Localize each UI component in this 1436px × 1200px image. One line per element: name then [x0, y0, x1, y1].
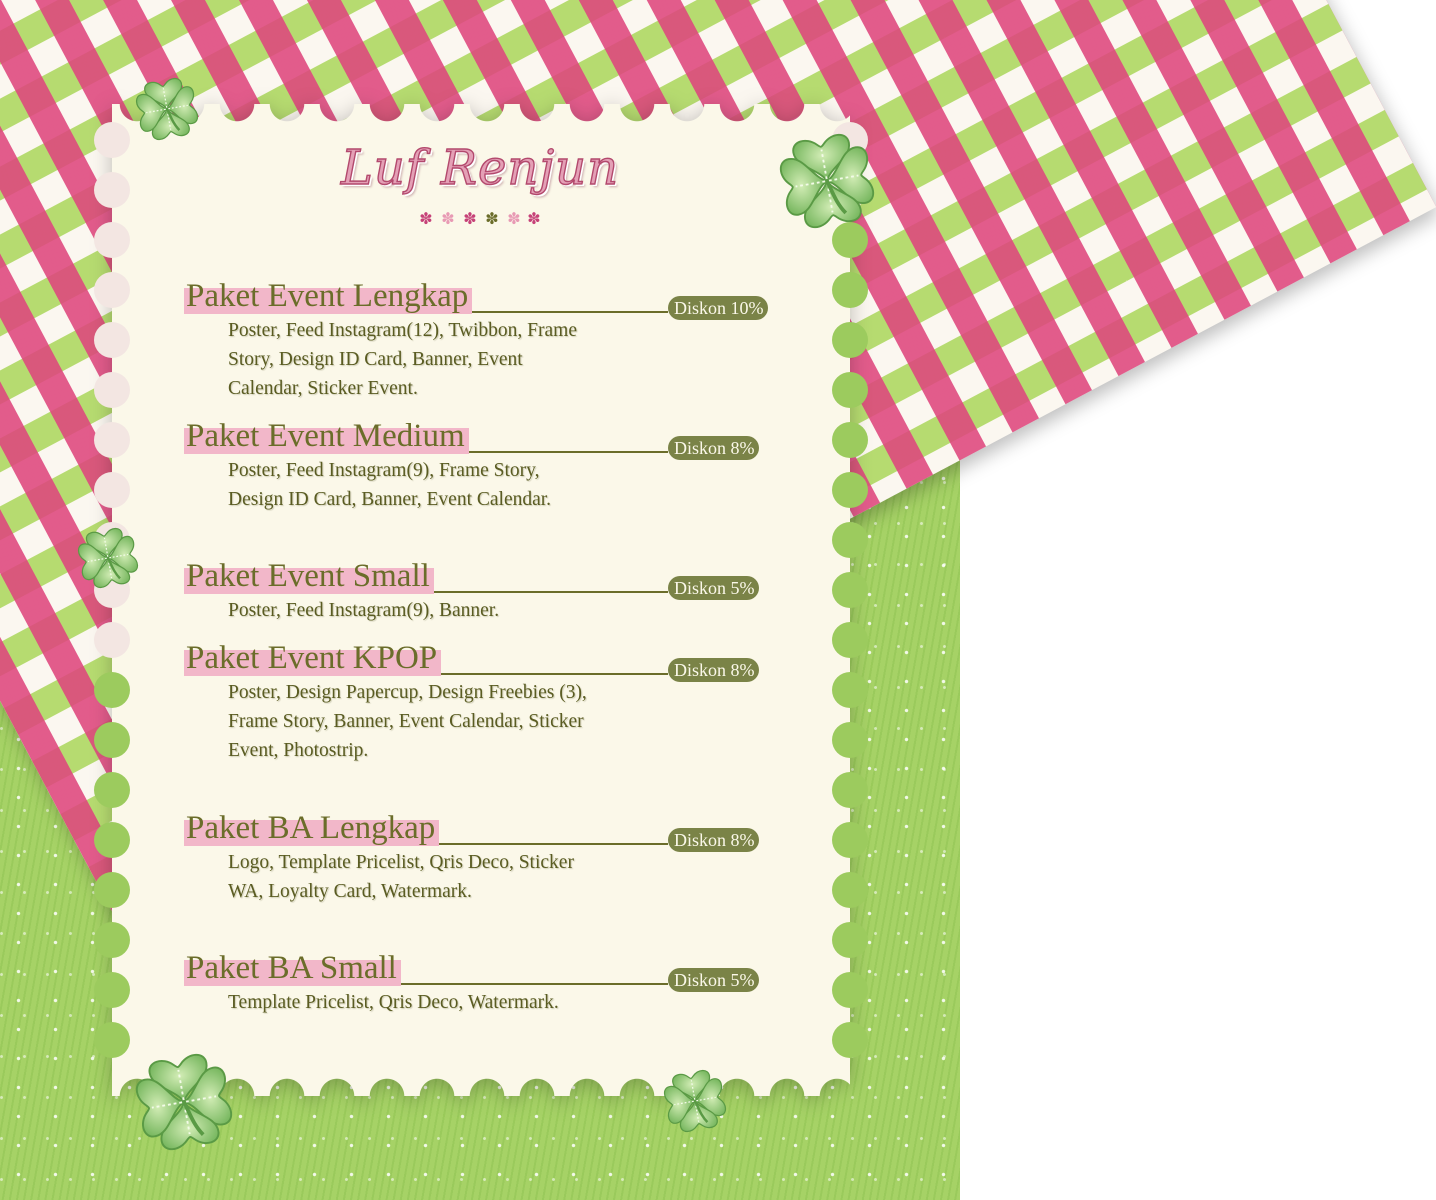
four-leaf-clover-icon: [136, 78, 198, 140]
perforation-hole: [94, 322, 130, 358]
flower-divider-icon: [418, 206, 541, 230]
perforation-hole: [832, 922, 868, 958]
four-leaf-clover-icon: [664, 1070, 726, 1132]
discount-badge: Diskon 8%: [668, 436, 759, 460]
perforation-hole: [94, 122, 130, 158]
package-description: Poster, Feed Instagram(9), Frame Story, Design ID Card, Banner, Event Calendar.: [228, 460, 552, 510]
package-description: Logo, Template Pricelist, Qris Deco, Sticker WA, Loyalty Card, Watermark.: [228, 852, 574, 902]
perforation-hole: [94, 972, 130, 1008]
svg-text:✽: ✽: [527, 209, 541, 228]
discount-badge: Diskon 5%: [668, 968, 759, 992]
perforation-hole: [832, 472, 868, 508]
perforation-hole: [94, 672, 130, 708]
perforation-hole: [832, 822, 868, 858]
perforation-hole: [94, 222, 130, 258]
perforation-hole: [832, 722, 868, 758]
perforation-hole: [832, 672, 868, 708]
perforation-hole: [832, 272, 868, 308]
perforation-hole: [94, 272, 130, 308]
discount-badge: Diskon 5%: [668, 576, 759, 600]
perforation-hole: [94, 1022, 130, 1058]
perforation-hole: [94, 422, 130, 458]
discount-badge: Diskon 8%: [668, 828, 759, 852]
package-name: Paket Event KPOP: [184, 640, 441, 676]
package-description: Poster, Feed Instagram(12), Twibbon, Frame Story, Design ID Card, Banner, Event Calendar, Sticker Event.: [228, 320, 577, 399]
package-description: Poster, Feed Instagram(9), Banner.: [228, 600, 500, 621]
perforation-hole: [832, 322, 868, 358]
perforation-hole: [94, 472, 130, 508]
package-description: Poster, Design Papercup, Design Freebies (3), Frame Story, Banner, Event Calendar, Sticker Event, Photostrip.: [228, 682, 587, 761]
perforation-hole: [94, 172, 130, 208]
package-leader-line: [441, 673, 668, 675]
perforation-hole: [832, 372, 868, 408]
perforation-hole: [94, 722, 130, 758]
four-leaf-clover-icon: [78, 528, 138, 588]
svg-text:✽: ✽: [441, 209, 455, 228]
package-leader-line: [434, 591, 668, 593]
brand-title: Luf Renjun: [341, 140, 619, 196]
perforation-hole: [94, 922, 130, 958]
discount-badge: Diskon 10%: [668, 296, 768, 320]
four-leaf-clover-icon: [136, 1054, 232, 1150]
perforation-hole: [832, 1022, 868, 1058]
svg-text:✽: ✽: [419, 209, 433, 228]
four-leaf-clover-icon: [780, 134, 874, 228]
perforation-hole: [832, 572, 868, 608]
package-leader-line: [469, 451, 668, 453]
perforation-hole: [832, 872, 868, 908]
svg-text:✽: ✽: [507, 209, 521, 228]
package-leader-line: [439, 843, 668, 845]
perforation-hole: [832, 522, 868, 558]
perforation-hole: [94, 372, 130, 408]
svg-text:✽: ✽: [463, 209, 477, 228]
package-name: Paket BA Lengkap: [184, 810, 439, 846]
perforation-hole: [832, 622, 868, 658]
package-name: Paket Event Medium: [184, 418, 469, 454]
package-description: Template Pricelist, Qris Deco, Watermark.: [228, 992, 559, 1013]
perforation-hole: [832, 422, 868, 458]
package-name: Paket BA Small: [184, 950, 401, 986]
package-leader-line: [472, 311, 668, 313]
discount-badge: Diskon 8%: [668, 658, 759, 682]
svg-text:✽: ✽: [485, 209, 499, 228]
perforation-hole: [832, 972, 868, 1008]
perforation-hole: [94, 822, 130, 858]
package-name: Paket Event Lengkap: [184, 278, 472, 314]
perforation-hole: [94, 772, 130, 808]
perforation-hole: [94, 622, 130, 658]
package-name: Paket Event Small: [184, 558, 434, 594]
perforation-hole: [832, 772, 868, 808]
package-leader-line: [401, 983, 668, 985]
perforation-hole: [94, 872, 130, 908]
